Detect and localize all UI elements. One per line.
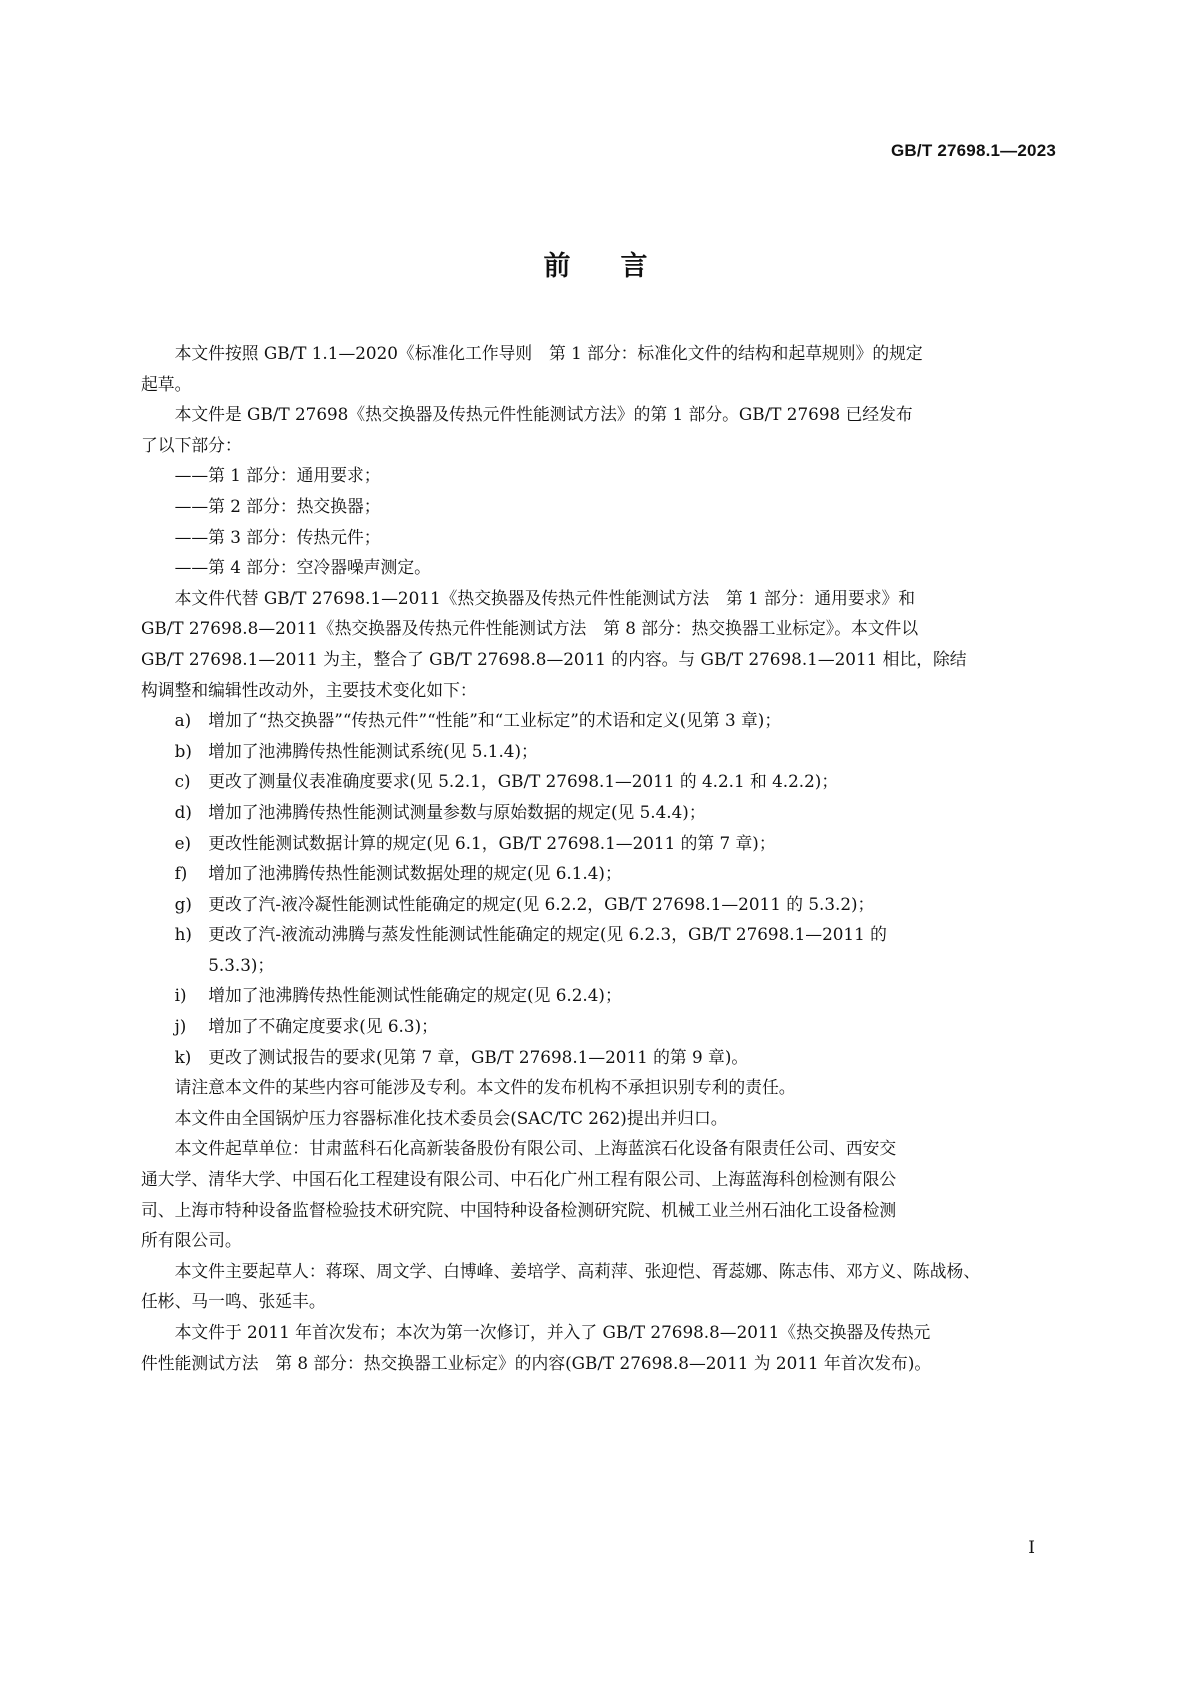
- paragraph-line: 构调整和编辑性改动外，主要技术变化如下：: [141, 679, 477, 700]
- change-marker: f): [174, 863, 188, 884]
- page-title: 前言: [543, 251, 698, 282]
- change-item: [141, 980, 1060, 1011]
- change-marker: i): [174, 985, 187, 1006]
- paragraph-line: 本文件代替 GB/T 27698.1—2011《热交换器及传热元件性能测试方法 第 1 部分：通用要求》和: [174, 587, 916, 608]
- paragraph-line: 本文件由全国锅炉压力容器标准化技术委员会(SAC/TC 262)提出并归口。: [174, 1107, 728, 1128]
- change-item: [141, 705, 1060, 736]
- paragraph-line: 本文件主要起草人：蒋琛、周文学、白博峰、姜培学、高莉萍、张迎恺、胥蕊娜、陈志伟、邓方义、陈战杨、: [174, 1260, 981, 1281]
- paragraph-line: 司、上海市特种设备监督检验技术研究院、中国特种设备检测研究院、机械工业兰州石油化工设备检测: [141, 1199, 897, 1220]
- change-text-line: 更改了汽-液流动沸腾与蒸发性能测试性能确定的规定(见 6.2.3，GB/T 27698.1—2011 的: [208, 924, 887, 945]
- change-marker: k): [174, 1046, 192, 1067]
- change-item: [141, 1011, 1060, 1042]
- change-item: [141, 1042, 1060, 1073]
- preface-body: [141, 338, 1060, 1378]
- change-marker: e): [174, 832, 192, 853]
- paragraph-line: 本文件是 GB/T 27698《热交换器及传热元件性能测试方法》的第 1 部分。GB/T 27698 已经发布: [174, 404, 913, 425]
- paragraph-line: 本文件按照 GB/T 1.1—2020《标准化工作导则 第 1 部分：标准化文件的结构和起草规则》的规定: [174, 343, 923, 363]
- paragraph-line: 本文件起草单位：甘肃蓝科石化高新装备股份有限公司、上海蓝滨石化设备有限责任公司、西安交: [174, 1138, 897, 1159]
- part-list-item: ——第 4 部分：空冷器噪声测定。: [174, 557, 431, 578]
- change-text: 更改了汽-液冷凝性能测试性能确定的规定(见 6.2.2，GB/T 27698.1—2011 的 5.3.2)；: [208, 893, 875, 914]
- change-text: 增加了“热交换器”“传热元件”“性能”和“工业标定”的术语和定义(见第 3 章)；: [208, 710, 782, 731]
- change-text-line: 5.3.3)；: [208, 954, 275, 975]
- paragraph-line: 本文件于 2011 年首次发布；本次为第一次修订，并入了 GB/T 27698.8—2011《热交换器及传热元: [174, 1322, 931, 1342]
- change-item: [141, 889, 1060, 920]
- change-text: 更改了测量仪表准确度要求(见 5.2.1，GB/T 27698.1—2011 的 4.2.1 和 4.2.2)；: [208, 771, 839, 792]
- change-item: [141, 828, 1060, 859]
- change-text: 增加了池沸腾传热性能测试测量参数与原始数据的规定(见 5.4.4)；: [208, 801, 706, 822]
- paragraph-line: 请注意本文件的某些内容可能涉及专利。本文件的发布机构不承担识别专利的责任。: [174, 1077, 796, 1098]
- part-list-item: ——第 2 部分：热交换器；: [174, 495, 381, 516]
- change-text: 增加了池沸腾传热性能测试性能确定的规定(见 6.2.4)；: [208, 985, 622, 1006]
- change-text: 更改了测试报告的要求(见第 7 章，GB/T 27698.1—2011 的第 9 章)。: [208, 1046, 749, 1067]
- change-item: [141, 766, 1060, 797]
- change-item: [141, 858, 1060, 889]
- change-item: [141, 919, 1060, 980]
- paragraph-line: 件性能测试方法 第 8 部分：热交换器工业标定》的内容(GB/T 27698.8—2011 为 2011 年首次发布)。: [141, 1352, 932, 1373]
- part-list-item: ——第 3 部分：传热元件；: [174, 526, 381, 547]
- paragraph-line: GB/T 27698.8—2011《热交换器及传热元件性能测试方法 第 8 部分：热交换器工业标定》。本文件以: [141, 618, 919, 639]
- change-text: 增加了不确定度要求(见 6.3)；: [208, 1016, 438, 1037]
- paragraph-line: GB/T 27698.1—2011 为主，整合了 GB/T 27698.8—2011 的内容。与 GB/T 27698.1—2011 相比，除结: [141, 648, 967, 669]
- change-marker: c): [174, 771, 191, 792]
- standard-number: GB/T 27698.1—2023: [891, 141, 1056, 160]
- change-marker: h): [174, 924, 192, 945]
- change-marker: g): [174, 893, 192, 914]
- change-item: [141, 736, 1060, 767]
- paragraph-line: 起草。: [141, 373, 192, 394]
- change-text: [208, 919, 1060, 980]
- part-list-item: ——第 1 部分：通用要求；: [174, 465, 381, 486]
- change-text: 更改性能测试数据计算的规定(见 6.1，GB/T 27698.1—2011 的第 7 章)；: [208, 832, 776, 853]
- page-number: I: [1028, 1538, 1035, 1558]
- change-item: [141, 797, 1060, 828]
- paragraph-line: 了以下部分：: [141, 434, 242, 455]
- change-marker: j): [174, 1016, 187, 1037]
- change-marker: b): [174, 740, 192, 761]
- change-marker: a): [174, 710, 192, 731]
- change-marker: d): [174, 801, 192, 822]
- paragraph-line: 所有限公司。: [141, 1230, 242, 1251]
- paragraph-line: 通大学、清华大学、中国石化工程建设有限公司、中石化广州工程有限公司、上海蓝海科创检测有限公: [141, 1169, 897, 1190]
- change-text: 增加了池沸腾传热性能测试数据处理的规定(见 6.1.4)；: [208, 863, 622, 884]
- change-text: 增加了池沸腾传热性能测试系统(见 5.1.4)；: [208, 740, 538, 761]
- paragraph-line: 任彬、马一鸣、张延丰。: [141, 1291, 326, 1312]
